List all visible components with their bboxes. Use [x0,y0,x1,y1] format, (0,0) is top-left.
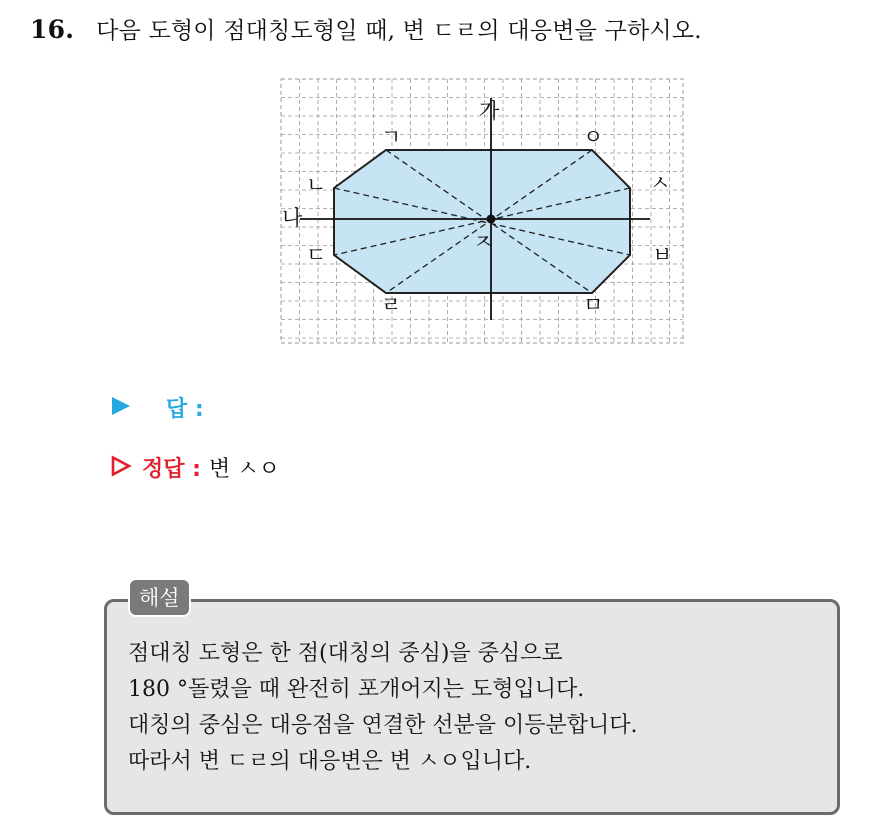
explanation-line: 따라서 변 ㄷㄹ의 대응변은 변 ㅅㅇ입니다. [128,749,532,774]
label-vertex-r: ㄹ [381,293,402,317]
outline-arrow-icon [110,455,132,481]
label-vertex-o: ㅇ [583,125,604,149]
label-vertex-n: ㄴ [306,173,327,197]
symmetry-center-point [487,215,496,224]
label-axis-top: 가 [479,99,500,123]
label-vertex-m: ㅁ [583,293,604,317]
question-text: 다음 도형이 점대칭도형일 때, 변 ㄷㄹ의 대응변을 구하시오. [96,18,702,44]
label-vertex-d: ㄷ [306,243,327,267]
correct-answer-label: 정답 : [142,457,201,482]
question [30,12,702,45]
explanation-line: 180 °돌렸을 때 완전히 포개어지는 도형입니다. [128,677,585,702]
label-vertex-g: ㄱ [381,125,402,149]
correct-answer-value: 변 ㅅㅇ [208,457,280,482]
answer-row [110,392,212,423]
explanation-tag: 해설 [128,578,191,617]
correct-answer-row [110,452,280,483]
play-arrow-icon [110,395,132,421]
label-axis-left: 나 [282,206,303,230]
label-center: ㅈ [473,230,494,254]
explanation-line: 대칭의 중심은 대응점을 연결한 선분을 이등분합니다. [128,713,638,738]
explanation-text [128,636,638,780]
point-symmetric-figure [280,78,684,344]
figure-svg [280,78,684,344]
answer-label: 답 : [166,397,204,422]
label-vertex-s: ㅅ [650,171,671,195]
explanation-line: 점대칭 도형은 한 점(대칭의 중심)을 중심으로 [128,641,563,666]
question-number: 16. [30,15,75,44]
label-vertex-b: ㅂ [652,243,673,267]
